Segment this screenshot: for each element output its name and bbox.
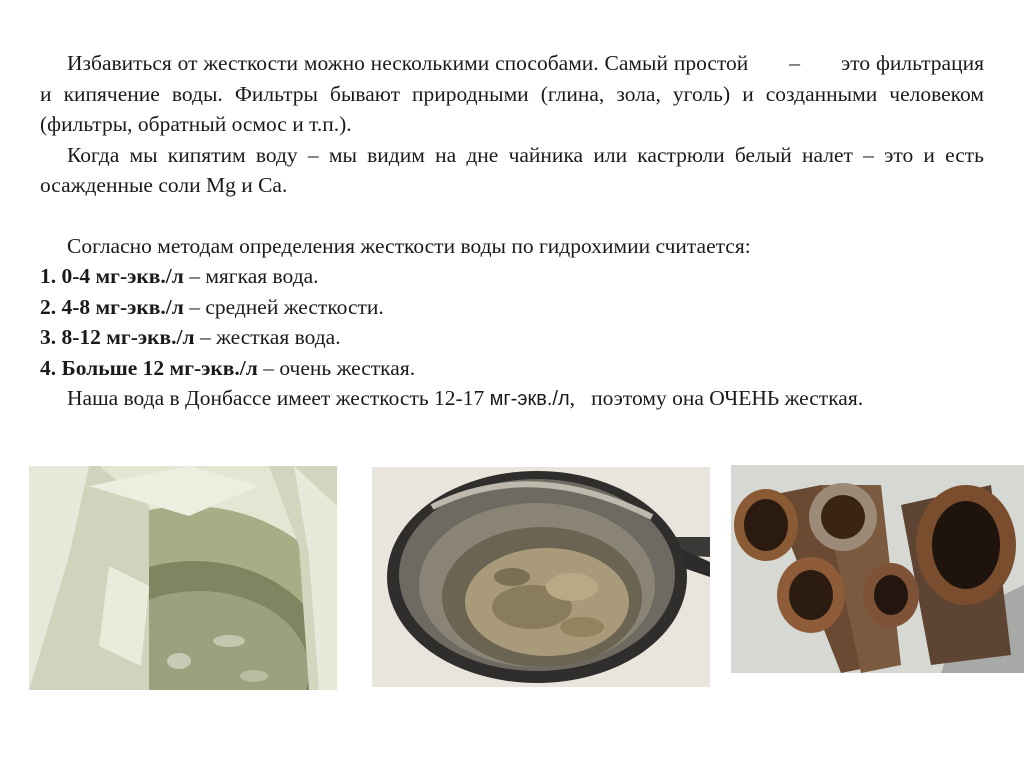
pot-photo: [372, 467, 710, 687]
list-item: [40, 353, 984, 384]
hardness-range: 2. 4-8 мг-экв./л: [40, 294, 184, 319]
donbass-text-before: Наша вода в Донбассе имеет жесткость 12-17: [67, 386, 490, 410]
hardness-list: [40, 261, 984, 383]
donbass-paragraph: [40, 383, 984, 415]
list-item: [40, 322, 984, 353]
pipes-photo: [731, 465, 1024, 673]
boiling-paragraph: Когда мы кипятим воду – мы видим на дне чайника или кастрюли белый налет – это и есть осажденные соли Mg и Ca.: [40, 142, 984, 197]
intro-paragraph: Избавиться от жесткости можно несколькими способами. Самый простой – это фильтрация и кипячение воды. Фильтры бывают природными (глина, зола, уголь) и созданными человеком (фильтры, обратный осмос и т.п.).: [40, 51, 984, 136]
hardness-desc: – мягкая вода.: [183, 264, 319, 288]
hardness-desc: – очень жесткая.: [257, 355, 416, 380]
donbass-unit: мг-экв./л: [489, 388, 570, 410]
list-item: [40, 261, 984, 292]
hardness-range: 1. 0-4 мг-экв./л: [40, 264, 184, 288]
method-paragraph: Согласно методам определения жесткости воды по гидрохимии считается:: [67, 233, 751, 258]
hardness-range: 4. Больше 12 мг-экв./л: [40, 355, 258, 380]
kettle-photo: [29, 466, 337, 690]
donbass-text-after: , поэтому она ОЧЕНЬ жесткая.: [569, 386, 864, 410]
hardness-desc: – средней жесткости.: [183, 294, 384, 319]
list-item: [40, 292, 984, 323]
hardness-range: 3. 8-12 мг-экв./л: [40, 325, 195, 349]
text-block: [40, 48, 984, 415]
hardness-desc: – жесткая вода.: [194, 325, 341, 349]
